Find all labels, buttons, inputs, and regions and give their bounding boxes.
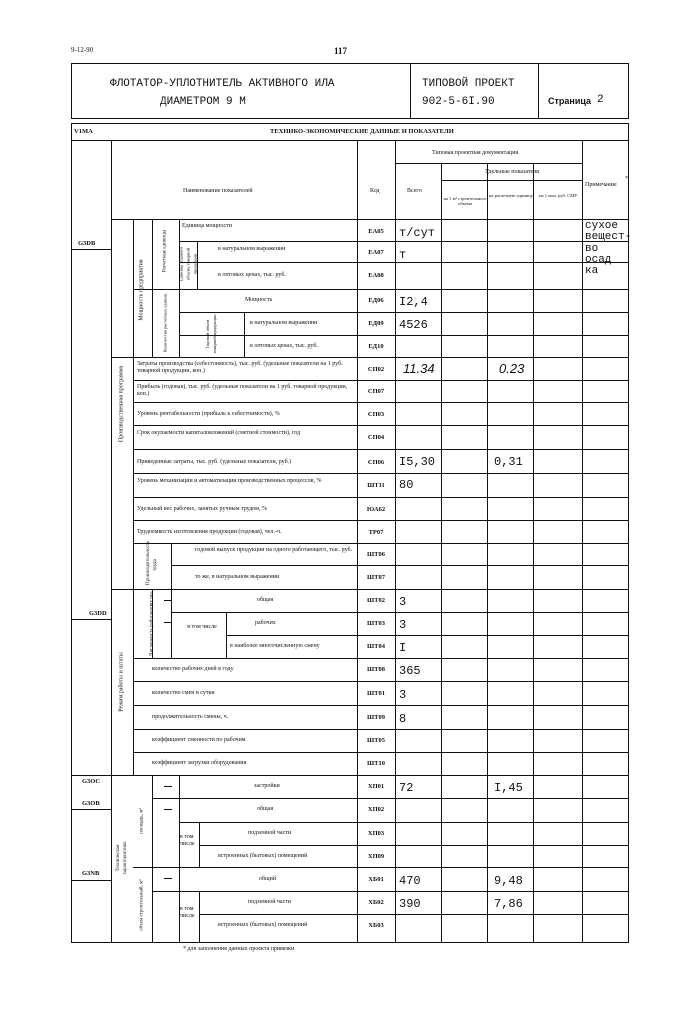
row-total-0: т/сут [399,226,436,240]
row-label-7: Прибыль (годовая), тыс. руб. (удельные показатели на 1 руб. товарной продукции, коп.) [137,384,348,397]
row-code-1: ЕА07 [368,249,384,256]
row-label-1: в натуральном выражении [218,246,286,252]
header-per-unit: на расчетную единицу [488,193,534,198]
row-perunit-6: 0.23 [499,361,525,376]
row-label-28: общий [259,876,277,882]
row-total-16: 3 [399,595,407,609]
row-label-12: Удельный вес рабочих, занятых ручным трудом, % [137,506,267,512]
row-label-2: в оптовых ценах, тыс. руб. [218,272,286,278]
label-volume: объем строительный, м³ [139,879,145,931]
row-label-4: в натуральном выражении [250,320,318,326]
label-calc-units: Расчетные единицы [162,229,168,273]
row-code-22: ШТ05 [367,737,385,744]
header-note: Примечание [585,182,617,188]
document-date: 9-12-90 [71,46,94,54]
row-total-11: 80 [399,478,414,492]
row-label-25: общая [257,806,274,812]
row-perunit-29: 7,86 [494,897,523,911]
row-label-16: общая [257,597,274,603]
row-code-14: ШТ06 [367,551,385,558]
header-typical-doc: Типовая проектная документация [432,150,519,156]
label-including-area: в том числе [180,834,195,847]
row-label-18: в наиболее многочисленную смену [230,643,320,649]
row-total-19: 365 [399,664,421,678]
document-title-line2: ДИАМЕТРОМ 9 М [160,96,246,108]
label-staff-count: Численность работающих чел. [149,590,155,656]
row-note-0: сухое вещест- [585,220,632,243]
row-total-4: 4526 [399,318,428,332]
group-g3db: G3DB [78,240,96,247]
project-code: 902-5-6I.90 [422,96,495,108]
row-perunit-28: 9,48 [494,874,523,888]
document-title-line1: ФЛОТАТОР-УПЛОТНИТЕЛЬ АКТИВНОГО ИЛА [110,78,335,90]
row-code-6: СП02 [367,366,385,373]
label-count-calc-units: Количество расчетных единиц [162,293,168,353]
row-code-29: ХБ02 [368,899,384,906]
row-label-14: годовой выпуск продукции на одного работающего, тыс. руб. [195,547,353,553]
row-code-27: ХП09 [367,853,385,860]
label-annual-output: Единица годового объема товарной продукции [178,246,198,282]
header-specific: Удельные показатели [485,169,540,175]
row-label-17: рабочих [255,620,276,626]
row-code-13: ТР07 [368,529,384,536]
label-including-staff: в том числе [187,624,217,630]
group-g3ob: G3OB [82,800,100,807]
label-capacity: Мощность предприятия [138,259,145,321]
row-code-7: СП07 [367,388,385,395]
label-production-program: Производственная программа [118,365,125,443]
row-total-10: I5,30 [399,455,436,469]
label-including-volume: в том числе [180,906,195,919]
footer-note: * для заполнения данных проекта привязки [183,946,295,952]
row-perunit-10: 0,31 [494,455,523,469]
header-total: Всего [407,188,422,194]
group-g3oc: G3OC [82,778,101,785]
row-label-24: застройки [254,783,280,789]
row-label-0: Единица мощности [182,223,232,229]
row-label-5: в оптовых ценах, тыс. руб. [250,343,318,349]
row-total-18: I [399,641,407,655]
row-code-23: ШТ10 [367,760,385,767]
row-code-10: СП06 [367,459,385,466]
row-label-27: встроенных (бытовых) помещений [218,853,308,859]
row-total-3: I2,4 [399,295,428,309]
row-total-21: 8 [399,712,407,726]
row-label-8: Уровень рентабельности (прибыль к себестоимости), % [137,411,280,417]
row-code-12: ЮА62 [366,506,386,513]
row-label-9: Срок окупаемости капиталовложений (сметной стоимости), год [137,430,301,436]
page-number: 117 [334,46,348,56]
row-total-17: 3 [399,618,407,632]
row-code-5: ЕД10 [368,343,384,350]
row-total-20: 3 [399,688,407,702]
row-total-24: 72 [399,781,414,795]
row-code-9: СП04 [367,434,385,441]
row-label-10: Приведенные затраты, тыс. руб. (удельные показатели, руб.) [137,459,292,465]
row-label-13: Трудоемкость изготовления продукции (годовая), чел.-ч. [137,529,282,535]
label-labor-productivity: Производительность труда [146,540,158,585]
row-code-30: ХБ03 [368,922,384,929]
row-label-29: подземной части [248,899,292,905]
row-code-28: ХБ01 [368,876,384,883]
row-label-21: продолжительность смены, ч. [152,714,229,720]
header-code: Код [370,188,380,194]
header-per-m3: на 1 м³ строительного объема [443,196,487,206]
row-label-3: Мощность [245,297,273,303]
row-code-19: ШТ08 [367,666,385,673]
row-code-20: ШТ01 [367,690,385,697]
label-area: площадь, м² [139,808,145,834]
header-note-asterisk: * [625,176,628,182]
title-block [71,63,629,119]
group-g3dd: G3DD [89,610,107,617]
row-code-26: ХП03 [367,830,385,837]
section-title: ТЕХНИКО-ЭКОНОМИЧЕСКИЕ ДАННЫЕ И ПОКАЗАТЕЛИ [270,128,454,135]
row-label-15: то же, в натуральном выражении [195,574,280,580]
header-per-rub: на 1 млн. руб. СМР [539,193,577,198]
row-code-25: ХП02 [367,806,385,813]
page-value: 2 [597,94,604,106]
row-code-15: ШТ07 [367,574,385,581]
label-tech-char: Техническая характеристика [116,841,128,875]
row-code-16: ШТ02 [367,597,385,604]
project-label: ТИПОВОЙ ПРОЕКТ [422,78,515,90]
label-annual-volume: Годовой объем товарной продукции [205,314,217,354]
row-label-23: коэффициент загрузки оборудования [152,760,247,766]
row-label-22: коэффициент сменности по рабочим [152,737,246,743]
row-code-0: ЕА05 [368,228,384,235]
label-work-mode: Режим работы и штаты [118,652,125,712]
row-code-24: ХП01 [367,783,385,790]
row-label-30: встроенных (бытовых) помещений [218,922,308,928]
row-code-4: ЕД09 [368,320,384,327]
group-g3nb: G3NB [82,870,100,877]
row-code-11: ШТ11 [367,482,385,489]
row-label-26: подземной части [248,830,292,836]
header-name: Наименование показателей [183,188,253,194]
row-label-20: количество смен в сутки [152,690,215,696]
row-total-1: т [399,248,407,262]
row-code-3: ЕД06 [368,297,384,304]
row-code-2: ЕА08 [368,272,384,279]
row-label-11: Уровень механизации и автоматизации производственных процессов, % [137,478,322,484]
row-code-21: ШТ09 [367,714,385,721]
row-note-1: во осад ка [585,243,612,277]
row-total-28: 470 [399,874,421,888]
page-label: Страница [548,96,592,106]
row-code-17: ШТ03 [367,620,385,627]
row-total-6: 11.34 [403,361,435,376]
row-total-29: 390 [399,897,421,911]
row-label-19: количество рабочих дней в году [152,666,234,672]
row-label-6: Затраты производства (себестоимость), тыс. руб. (удельные показатели на 1 руб. товарной продукции, коп.) [137,361,343,374]
row-code-8: СП03 [367,411,385,418]
row-code-18: ШТ04 [367,643,385,650]
row-perunit-24: I,45 [494,781,523,795]
section-code: V1MA [74,128,93,135]
